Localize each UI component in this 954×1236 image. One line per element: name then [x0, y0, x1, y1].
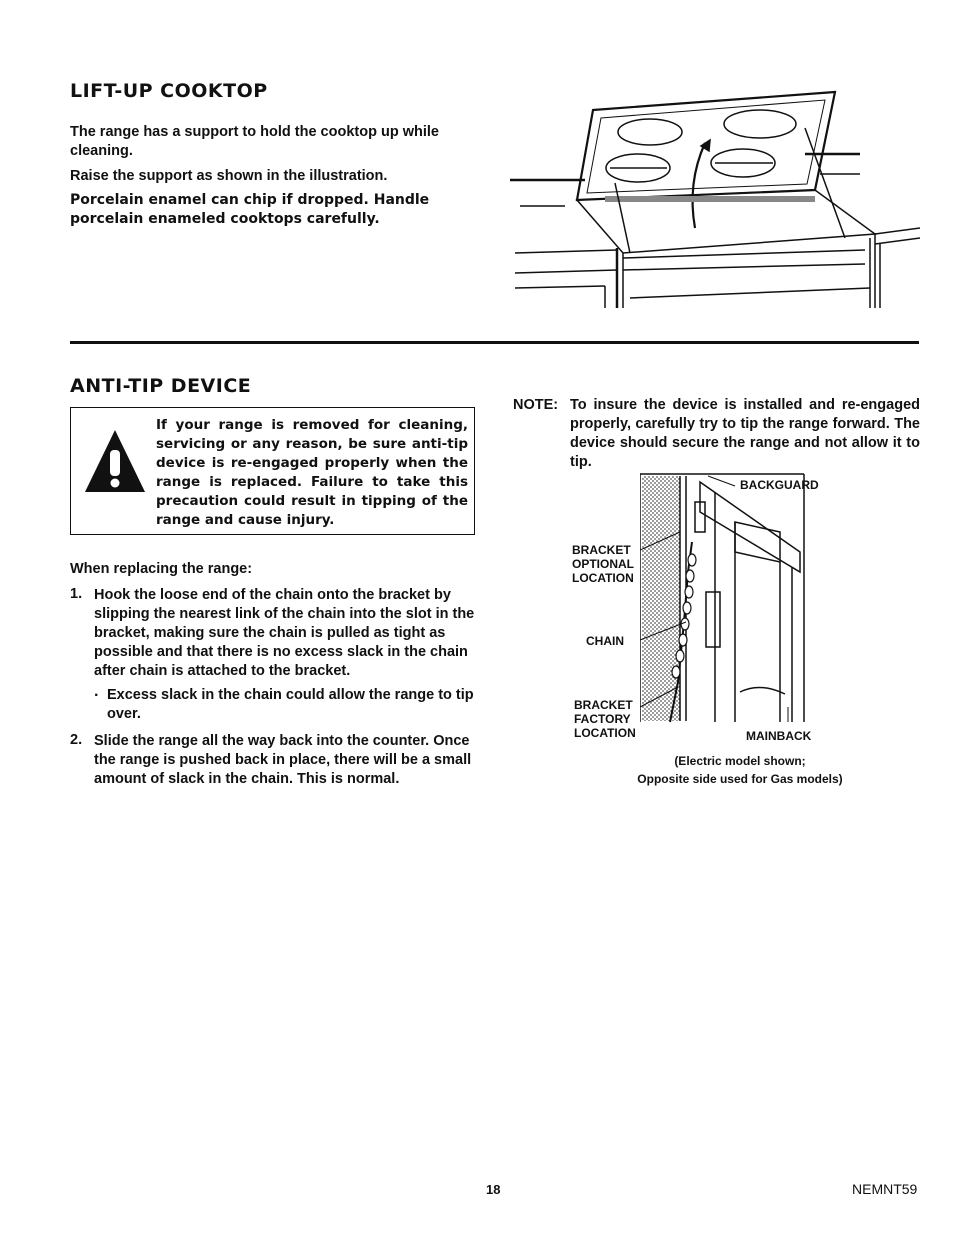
label-bracket-factory-line2: FACTORY — [574, 712, 631, 726]
doc-code: NEMNT59 — [852, 1181, 918, 1197]
label-bracket-factory — [574, 698, 636, 740]
warning-triangle-icon — [83, 428, 147, 494]
figure-caption — [560, 752, 920, 788]
replacing-intro: When replacing the range: — [70, 561, 253, 577]
step-2-number: 2. — [70, 732, 83, 748]
step-1-text: Hook the loose end of the chain onto the bracket by slipping the nearest link of the chain into the slot in the bracket, making sure the chain is pulled as tight as possible and that there is no excess slack in the chain after chain is attached to the bracket. — [94, 587, 475, 679]
step-1-number: 1. — [70, 586, 83, 602]
label-bracket-factory-line3: LOCATION — [574, 726, 636, 740]
lift-up-title: LIFT-UP COOKTOP — [70, 80, 268, 102]
lift-up-caution: Porcelain enamel can chip if dropped. Handle porcelain enameled cooktops carefully. — [70, 192, 430, 227]
label-mainback: MAINBACK — [746, 729, 812, 743]
label-bracket-optional-line1: BRACKET — [572, 543, 631, 557]
cooktop-illustration — [505, 88, 920, 313]
lift-up-text — [70, 123, 480, 229]
page-number: 18 — [486, 1182, 501, 1197]
anti-tip-illustration — [640, 472, 810, 730]
caption-line2: Opposite side used for Gas models) — [637, 772, 843, 786]
note-text: To insure the device is installed and re-engaged properly, carefully try to tip the range forward. The device should secure the range and not allow it to tip. — [570, 397, 920, 470]
step-1-bullet-text: Excess slack in the chain could allow the range to tip over. — [107, 687, 474, 722]
label-bracket-factory-line1: BRACKET — [574, 698, 633, 712]
warning-text: If your range is removed for cleaning, servicing or any reason, be sure anti-tip device is re-engaged properly when the range is replaced. Failure to take this precaution could result in tipping of the range and cause injury. — [156, 417, 468, 528]
label-bracket-optional — [572, 543, 634, 585]
lift-up-para2: Raise the support as shown in the illustration. — [70, 168, 388, 184]
label-backguard: BACKGUARD — [740, 478, 819, 492]
label-bracket-optional-line2: OPTIONAL — [572, 557, 634, 571]
warning-box — [70, 407, 475, 535]
section-divider — [70, 341, 919, 344]
label-chain: CHAIN — [586, 634, 624, 648]
bullet-dot: · — [94, 687, 100, 704]
anti-tip-title: ANTI-TIP DEVICE — [70, 375, 252, 397]
step-2-text: Slide the range all the way back into the counter. Once the range is pushed back in place, there will be a small amount of slack in the chain. This is normal. — [94, 733, 472, 787]
caption-line1: (Electric model shown; — [674, 754, 806, 768]
lift-up-para1: The range has a support to hold the cooktop up while cleaning. — [70, 124, 439, 159]
note-label: NOTE: — [513, 397, 559, 413]
label-bracket-optional-line3: LOCATION — [572, 571, 634, 585]
